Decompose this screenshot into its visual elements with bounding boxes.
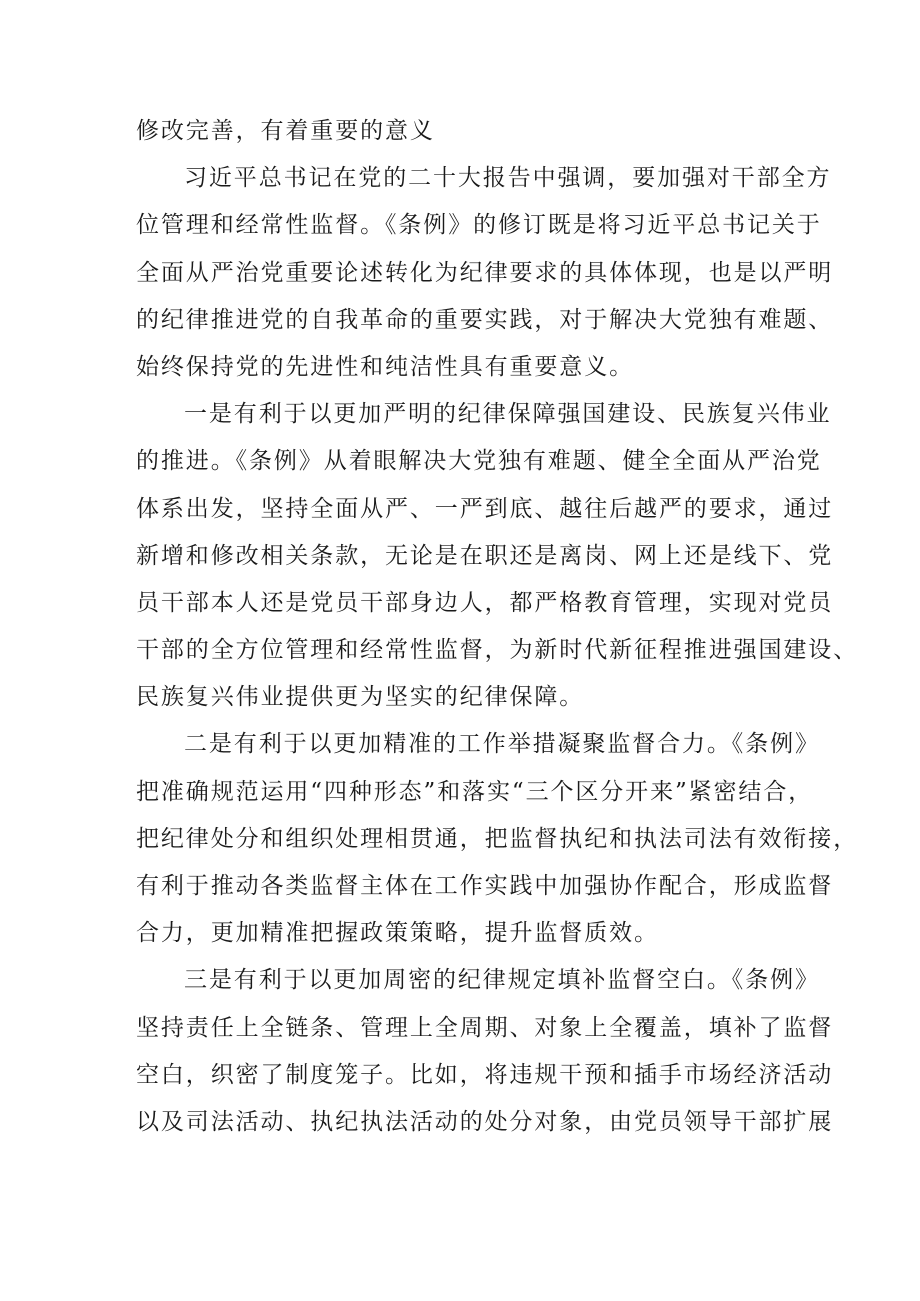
text-line: 始终保持党的先进性和纯洁性具有重要意义。 (136, 353, 634, 380)
text-line: 修改完善，有着重要的意义 (136, 118, 435, 144)
text-line: 坚持责任上全链条、管理上全周期、对象上全覆盖，填补了监督 (136, 1014, 834, 1041)
text-line: 民族复兴伟业提供更为坚实的纪律保障。 (136, 684, 585, 711)
text-line: 位管理和经常性监督。《条例》的修订既是将习近平总书记关于 (136, 212, 822, 239)
text-line: 把准确规范运用“四种形态”和落实“三个区分开来”紧密结合， (136, 778, 814, 805)
paragraph-first-line: 二是有利于以更加精准的工作举措凝聚监督合力。《条例》 (184, 731, 820, 758)
text-line: 体系出发，坚持全面从严、一严到底、越往后越严的要求，通过 (136, 495, 834, 522)
paragraph-first-line: 三是有利于以更加周密的纪律规定填补监督空白。《条例》 (184, 967, 820, 994)
text-line: 以及司法活动、执纪执法活动的处分对象，由党员领导干部扩展 (136, 1108, 834, 1135)
text-line: 空白，织密了制度笼子。比如，将违规干预和插手市场经济活动 (136, 1061, 834, 1088)
text-line: 干部的全方位管理和经常性监督，为新时代新征程推进强国建设、 (136, 637, 859, 664)
paragraph-first-line: 一是有利于以更加严明的纪律保障强国建设、民族复兴伟业 (184, 401, 832, 428)
text-line: 合力，更加精准把握政策策略，提升监督质效。 (136, 920, 659, 947)
paragraph-first-line: 习近平总书记在党的二十大报告中强调，要加强对干部全方 (184, 165, 832, 192)
text-line: 的推进。《条例》从着眼解决大党独有难题、健全全面从严治党 (136, 448, 822, 475)
text-line: 把纪律处分和组织处理相贯通，把监督执纪和执法司法有效衔接， (136, 825, 859, 852)
text-line: 的纪律推进党的自我革命的重要实践，对于解决大党独有难题、 (136, 306, 834, 333)
text-line: 员干部本人还是党员干部身边人，都严格教育管理，实现对党员 (136, 589, 834, 616)
text-line: 新增和修改相关条款，无论是在职还是离岗、网上还是线下、党 (136, 542, 834, 569)
text-line: 有利于推动各类监督主体在工作实践中加强协作配合，形成监督 (136, 873, 834, 899)
text-line: 全面从严治党重要论述转化为纪律要求的具体体现，也是以严明 (136, 259, 834, 286)
document-body (136, 108, 859, 1146)
